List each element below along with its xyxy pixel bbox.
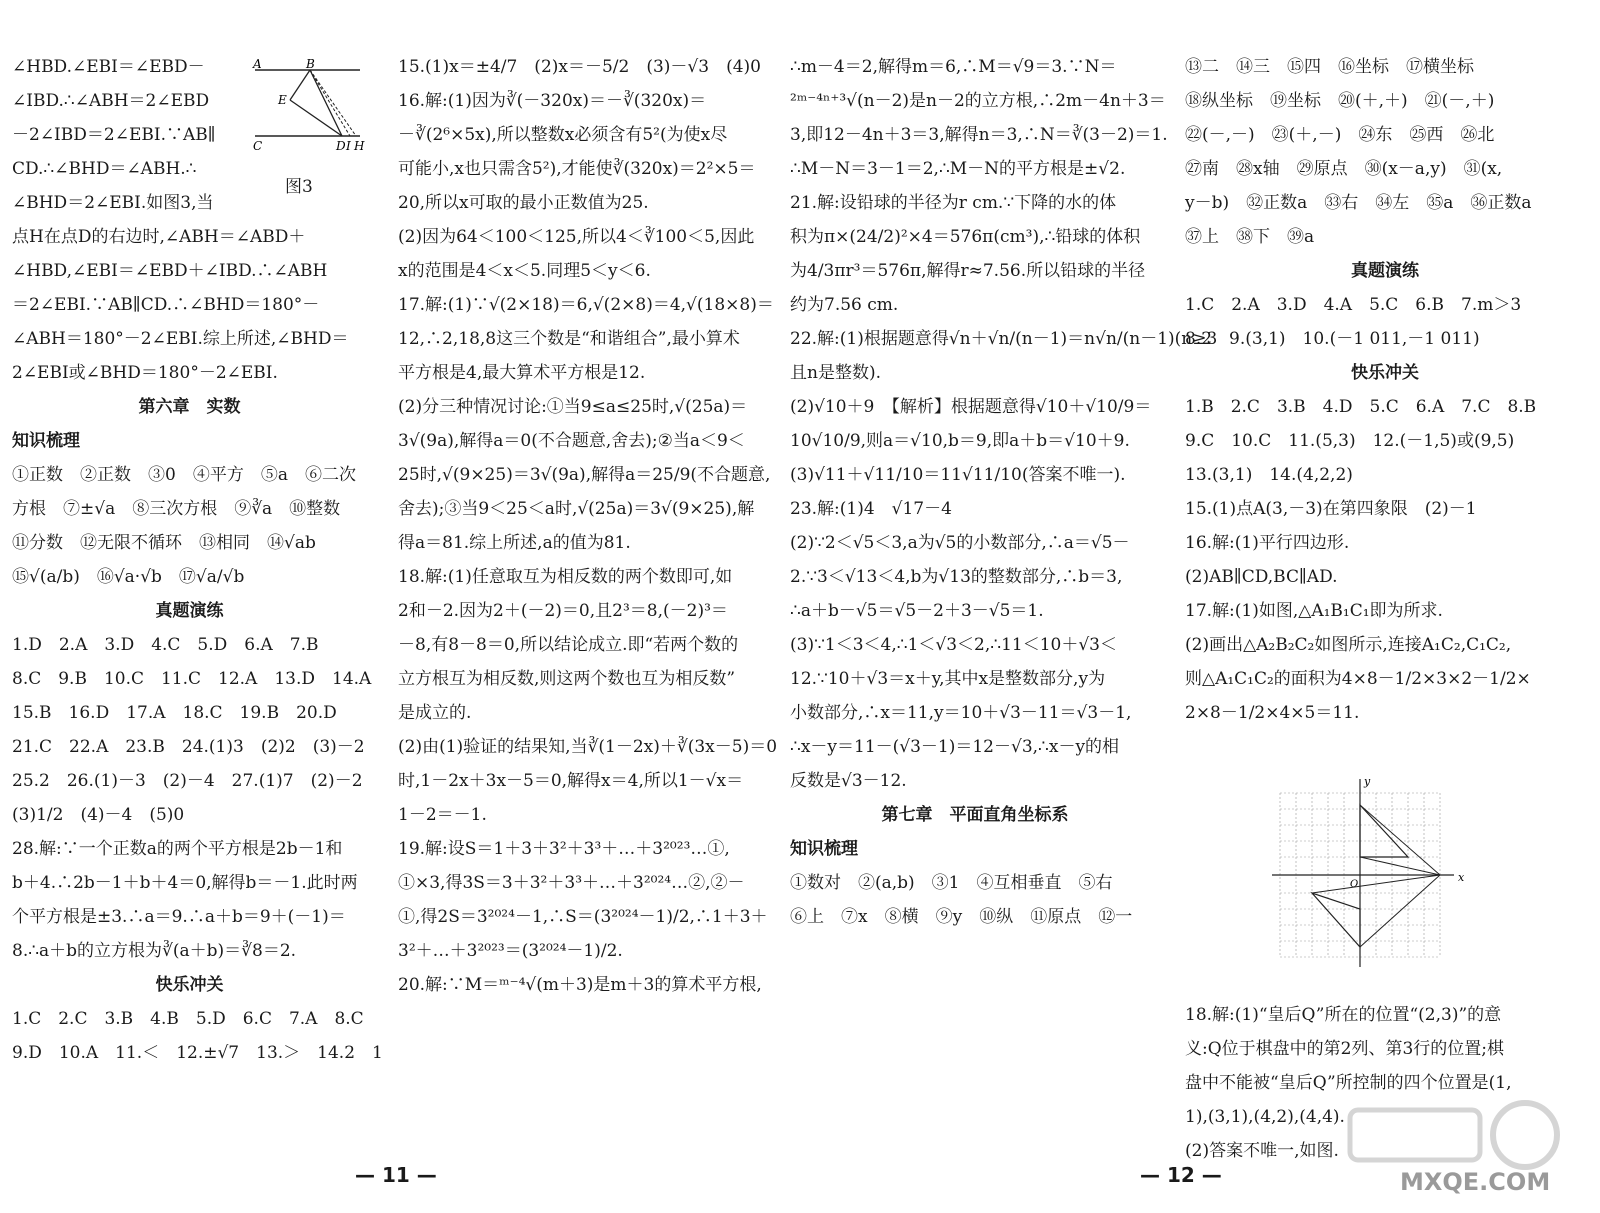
text-line: ㉗南 ㉘x轴 ㉙原点 ㉚(x－a,y) ㉛(x, [1185, 159, 1503, 179]
text-line: 是成立的. [398, 703, 472, 723]
figure-3-diagram [250, 58, 365, 153]
text-line: 2∠EBI或∠BHD＝180°－2∠EBI. [12, 363, 278, 383]
text-line: 15.(1)点A(3,－3)在第四象限 (2)－1 [1185, 499, 1477, 519]
text-line: 2×8－1/2×4×5＝11. [1185, 703, 1360, 723]
text-line: (2)因为64＜100＜125,所以4＜∛100＜5,因此 [398, 227, 755, 247]
text-line: 12.∵10＋√3＝x＋y,其中x是整数部分,y为 [790, 669, 1106, 689]
text-line: (2)画出△A₂B₂C₂如图所示,连接A₁C₂,C₁C₂, [1185, 635, 1512, 655]
text-line: 个平方根是±3.∴a＝9.∴a＋b＝9＋(－1)＝ [12, 907, 346, 927]
text-line: 可能小,x也只需含5²),才能使∛(320x)＝2²×5＝ [398, 159, 756, 179]
text-line: ∠BHD＝2∠EBI.如图3,当 [12, 193, 214, 213]
chapter-heading: 第六章 实数 [138, 397, 241, 417]
answer-line: 8.C 9.B 10.C 11.C 12.A 13.D 14.A [12, 669, 372, 689]
text-line: 16.解:(1)因为∛(－320x)＝－∛(320x)＝ [398, 91, 707, 111]
text-line: (2)答案不唯一,如图. [1185, 1141, 1339, 1161]
text-line: 则△A₁C₁C₂的面积为4×8－1/2×3×2－1/2× [1185, 669, 1531, 689]
answer-line: (3)1/2 (4)－4 (5)0 [12, 805, 185, 825]
text-line: (3)∵1＜3＜4,∴1＜√3＜2,∴11＜10＋√3＜ [790, 635, 1117, 655]
text-line: 18.解:(1)任意取互为相反数的两个数即可,如 [398, 567, 733, 587]
page-number-left: — 11 — [355, 1163, 437, 1187]
answer-line: 15.B 16.D 17.A 18.C 19.B 20.D [12, 703, 337, 723]
text-line: 8.∴a＋b的立方根为∛(a＋b)＝∛8＝2. [12, 941, 297, 961]
text-line: 得a＝81.综上所述,a的值为81. [398, 533, 631, 553]
section-heading: 真题演练 [155, 601, 224, 621]
text-line: －∛(2⁶×5x),所以整数x必须含有5²(为使x尽 [398, 125, 728, 145]
text-line: 3√(9a),解得a＝0(不合题意,舍去);②当a＜9＜ [398, 431, 745, 451]
text-line: ∠HBD,∠EBI＝∠EBD＋∠IBD.∴∠ABH [12, 261, 328, 281]
text-line: ⑮√(a/b) ⑯√a·√b ⑰√a/√b [12, 567, 245, 587]
text-line: －2∠IBD＝2∠EBI.∵AB∥ [12, 125, 216, 145]
text-line: (2)√10＋9 【解析】根据题意得√10＋√10/9＝ [790, 397, 1152, 417]
text-line: －8,有8－8＝0,所以结论成立.即“若两个数的 [398, 635, 739, 655]
answer-line: 13.(3,1) 14.(4,2,2) [1185, 465, 1353, 485]
x-axis-label: x [1458, 871, 1465, 884]
text-line: ㉒(－,－) ㉓(＋,－) ㉔东 ㉕西 ㉖北 [1185, 125, 1495, 145]
label-a: A [253, 58, 262, 71]
section-heading: 真题演练 [1351, 261, 1419, 281]
text-line: 点H在点D的右边时,∠ABH＝∠ABD＋ [12, 227, 306, 247]
answer-line: 1.C 2.A 3.D 4.A 5.C 6.B 7.m＞3 [1185, 295, 1522, 315]
answer-line: 21.C 22.A 23.B 24.(1)3 (2)2 (3)－2 [12, 737, 365, 757]
text-line: 义:Q位于棋盘中的第2列、第3行的位置;棋 [1185, 1039, 1505, 1059]
text-line: 25时,√(9×25)＝3√(9a),解得a＝25/9(不合题意, [398, 465, 771, 485]
text-line: (2)由(1)验证的结果知,当∛(1－2x)＋∛(3x－5)＝0 [398, 737, 778, 757]
text-line: 20,所以x可取的最小正数值为25. [398, 193, 649, 213]
label-c: C [253, 139, 263, 153]
text-line: (2)分三种情况讨论:①当9≤a≤25时,√(25a)＝ [398, 397, 748, 417]
text-line: ①,得2S＝3²⁰²⁴－1,∴S＝(3²⁰²⁴－1)/2,∴1＋3＋ [398, 907, 768, 927]
figure-3-caption: 图3 [285, 177, 313, 197]
answer-line: 1.C 2.C 3.B 4.B 5.D 6.C 7.A 8.C [12, 1009, 364, 1029]
text-line: 舍去);③当9＜25＜a时,√(25a)＝3√(9×25),解 [398, 499, 755, 519]
text-line: 12,∴2,18,8这三个数是“和谐组合”,最小算术 [398, 329, 740, 349]
text-line: 盘中不能被“皇后Q”所控制的四个位置是(1, [1185, 1073, 1512, 1093]
text-line: ∴a＋b－√5＝√5－2＋3－√5＝1. [790, 601, 1044, 621]
text-line: 为4/3πr³＝576π,解得r≈7.56.所以铅球的半径 [790, 261, 1146, 281]
text-line: ⑱纵坐标 ⑲坐标 ⑳(＋,＋) ㉑(－,＋) [1185, 91, 1495, 111]
text-line: 18.解:(1)“皇后Q”所在的位置“(2,3)”的意 [1185, 1005, 1502, 1025]
text-line: 时,1－2x＋3x－5＝0,解得x＝4,所以1－√x＝ [398, 771, 744, 791]
text-line: 方根 ⑦±√a ⑧三次方根 ⑨∛a ⑩整数 [12, 499, 341, 519]
text-line: 约为7.56 cm. [790, 295, 899, 315]
text-line: ①数对 ②(a,b) ③1 ④互相垂直 ⑤右 [790, 873, 1113, 893]
column-1 [12, 50, 383, 1070]
section-heading: 快乐冲关 [1351, 363, 1419, 383]
text-line: 2.∵3＜√13＜4,b为√13的整数部分,∴b＝3, [790, 567, 1123, 587]
section-heading: 知识梳理 [790, 839, 858, 859]
text-line: 10√10/9,则a＝√10,b＝9,即a＋b＝√10＋9. [790, 431, 1130, 451]
label-i: I [346, 139, 351, 153]
text-line: ∠HBD.∠EBI＝∠EBD－ [12, 57, 205, 77]
text-line: ²ᵐ⁻⁴ⁿ⁺³√(n－2)是n－2的立方根,∴2m－4n＋3＝ [790, 91, 1166, 111]
section-heading: 快乐冲关 [155, 975, 224, 995]
text-line: 积为π×(24/2)²×4＝576π(cm³),∴铅球的体积 [790, 227, 1141, 247]
text-line: 19.解:设S＝1＋3＋3²＋3³＋…＋3²⁰²³…①, [398, 839, 730, 859]
text-line: 1),(3,1),(4,2),(4,4). [1185, 1107, 1345, 1127]
text-line: 21.解:设铅球的半径为r cm.∵下降的水的体 [790, 193, 1117, 213]
text-line: y－b) ㉜正数a ㉝右 ㉞左 ㉟a ㊱正数a [1185, 193, 1532, 213]
text-line: 23.解:(1)4 √17－4 [790, 499, 952, 519]
text-line: ①×3,得3S＝3＋3²＋3³＋…＋3²⁰²⁴…②,②－ [398, 873, 745, 893]
text-line: 22.解:(1)根据题意得√n＋√n/(n－1)＝n√n/(n－1)(n≥3 [790, 329, 1218, 349]
text-line: ㊲上 ㊳下 ㊴a [1185, 227, 1315, 247]
text-line: ∴m－4＝2,解得m＝6,∴M＝√9＝3.∵N＝ [790, 57, 1117, 77]
text-line: ∴M－N＝3－1＝2,∴M－N的平方根是±√2. [790, 159, 1126, 179]
text-line: ∠IBD.∴∠ABH＝2∠EBD [12, 91, 210, 111]
section-heading: 知识梳理 [12, 431, 80, 451]
text-line: (2)AB∥CD,BC∥AD. [1185, 567, 1338, 587]
text-line: 15.(1)x＝±4/7 (2)x＝－5/2 (3)－√3 (4)0 [398, 57, 761, 77]
text-line: ①正数 ②正数 ③0 ④平方 ⑤a ⑥二次 [12, 465, 356, 485]
text-line: 17.解:(1)如图,△A₁B₁C₁即为所求. [1185, 601, 1443, 621]
text-line: 16.解:(1)平行四边形. [1185, 533, 1350, 553]
label-h: H [354, 139, 365, 153]
label-d: D [336, 139, 346, 153]
text-line: x的范围是4＜x＜5.同理5＜y＜6. [398, 261, 651, 281]
text-line: 反数是√3－12. [790, 771, 907, 791]
text-line: 2和－2.因为2＋(－2)＝0,且2³＝8,(－2)³＝ [398, 601, 728, 621]
page-number-right: — 12 — [1140, 1163, 1222, 1187]
column-4 [1185, 50, 1585, 730]
text-line: ⑥上 ⑦x ⑧横 ⑨y ⑩纵 ⑪原点 ⑫一 [790, 907, 1133, 927]
text-line: 小数部分,∴x＝11,y＝10＋√3－11＝√3－1, [790, 703, 1132, 723]
coordinate-grid-figure [1262, 775, 1482, 975]
label-e: E [278, 93, 287, 107]
y-axis-label: y [1364, 775, 1371, 788]
watermark-text: MXQE.COM [1400, 1168, 1551, 1196]
column-3 [790, 50, 1218, 934]
chapter-heading: 第七章 平面直角坐标系 [881, 805, 1069, 825]
text-line: ⑬二 ⑭三 ⑮四 ⑯坐标 ⑰横坐标 [1185, 57, 1474, 77]
text-line: b＋4.∴2b－1＋b＋4＝0,解得b＝－1.此时两 [12, 873, 358, 893]
text-line: ∠ABH＝180°－2∠EBI.综上所述,∠BHD＝ [12, 329, 349, 349]
text-line: 且n是整数). [790, 363, 881, 383]
text-line: 平方根是4,最大算术平方根是12. [398, 363, 646, 383]
text-line: ⑪分数 ⑫无限不循环 ⑬相同 ⑭√ab [12, 533, 316, 553]
text-line: 立方根互为相反数,则这两个数也互为相反数” [398, 669, 736, 689]
answer-line: 1.B 2.C 3.B 4.D 5.C 6.A 7.C 8.B [1185, 397, 1537, 417]
text-line: 17.解:(1)∵√(2×18)＝6,√(2×8)＝4,√(18×8)＝ [398, 295, 774, 315]
text-line: (3)√11＋√11/10＝11√11/10(答案不唯一). [790, 465, 1126, 485]
answer-line: 9.C 10.C 11.(5,3) 12.(－1,5)或(9,5) [1185, 431, 1515, 451]
answer-line: 8.2 9.(3,1) 10.(－1 011,－1 011) [1185, 329, 1480, 349]
answer-line: 1.D 2.A 3.D 4.C 5.D 6.A 7.B [12, 635, 319, 655]
text-line: ∴x－y＝11－(√3－1)＝12－√3,∴x－y的相 [790, 737, 1120, 757]
label-b: B [306, 58, 315, 71]
text-line: ＝2∠EBI.∵AB∥CD.∴∠BHD＝180°－ [12, 295, 320, 315]
answer-line: 9.D 10.A 11.＜ 12.±√7 13.＞ 14.2 1 [12, 1043, 383, 1063]
text-line: 20.解:∵M＝ᵐ⁻⁴√(m＋3)是m＋3的算术平方根, [398, 975, 762, 995]
text-line: 3²＋…＋3²⁰²³＝(3²⁰²⁴－1)/2. [398, 941, 623, 961]
text-line: CD.∴∠BHD＝∠ABH.∴ [12, 159, 197, 179]
text-line: 1－2＝－1. [398, 805, 487, 825]
origin-label: O [1350, 879, 1359, 890]
text-line: (2)∵2＜√5＜3,a为√5的小数部分,∴a＝√5－ [790, 533, 1130, 553]
answer-line: 25.2 26.(1)－3 (2)－4 27.(1)7 (2)－2 [12, 771, 363, 791]
text-line: 28.解:∵一个正数a的两个平方根是2b－1和 [12, 839, 343, 859]
column-2 [398, 50, 778, 1002]
text-line: 3,即12－4n＋3＝3,解得n＝3,∴N＝∛(3－2)＝1. [790, 125, 1168, 145]
